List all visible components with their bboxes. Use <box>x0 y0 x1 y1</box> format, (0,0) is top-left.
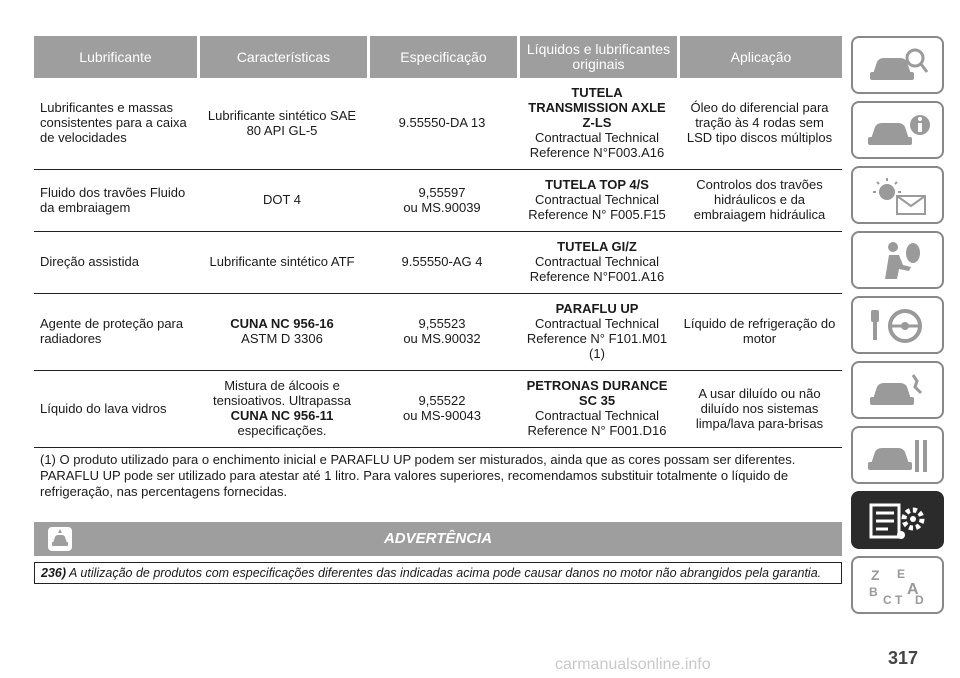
cell-text: Fluido dos travões Fluido da embraiagem <box>40 184 186 215</box>
tab-alphabetical-index[interactable] <box>851 556 944 614</box>
table-row <box>34 170 842 232</box>
warning-light-envelope-icon <box>867 176 931 216</box>
tab-car-info[interactable] <box>851 101 944 159</box>
cell-text: Líquido de refrigeração do motor <box>683 316 836 346</box>
cell-text: DOT 4 <box>262 192 302 207</box>
cell-specification <box>367 78 517 170</box>
product-name: PARAFLU UP <box>555 301 639 316</box>
warning-message: A utilização de produtos com especificações diferentes das indicadas acima pode causar danos no motor não abrangidos pela garantia. <box>69 566 822 580</box>
cell-text: Contractual Technical Reference N°F001.A16 <box>529 254 665 284</box>
watermark: carmanualsonline.info <box>555 656 711 673</box>
tab-car-breakdown[interactable] <box>851 361 944 419</box>
alphabet-index-icon <box>867 566 931 606</box>
cell-text: 9,55522 <box>418 393 466 408</box>
header-specification: Especificação <box>367 36 517 78</box>
cell-application <box>677 371 842 448</box>
table-body <box>34 78 842 448</box>
car-breakdown-icon <box>867 371 931 411</box>
cell-characteristics <box>197 232 367 294</box>
cell-text: Líquido do lava vidros <box>40 400 167 416</box>
page-number: 317 <box>888 648 919 668</box>
product-name: PETRONAS DURANCE SC 35 <box>526 378 668 408</box>
cell-text: 9,55523 <box>418 316 466 331</box>
cell-text: ou MS.90039 <box>403 199 481 215</box>
cell-specification <box>367 170 517 232</box>
cell-lubricant <box>34 232 197 294</box>
cell-lubricant <box>34 371 197 448</box>
cell-text: especificações. <box>237 423 327 438</box>
cell-lubricant <box>34 170 197 232</box>
list-gear-icon <box>867 501 931 541</box>
cell-lubricant <box>34 78 197 170</box>
table-row <box>34 78 842 170</box>
cell-lubricant <box>34 294 197 371</box>
warning-box <box>34 522 842 584</box>
cell-text: Óleo do diferencial para tração às 4 rodas sem LSD tipo discos múltiplos <box>686 100 833 145</box>
tab-airbag[interactable] <box>851 231 944 289</box>
lubricants-table <box>34 36 842 448</box>
cell-original-fluid <box>517 170 677 232</box>
tab-car-tools[interactable] <box>851 426 944 484</box>
cell-text: 9,55597 <box>418 184 466 200</box>
cell-characteristics <box>197 294 367 371</box>
cell-text: Lubrificante sintético ATF <box>209 254 355 269</box>
tab-car-magnifier[interactable] <box>851 36 944 94</box>
cell-application <box>677 78 842 170</box>
cell-characteristics <box>197 371 367 448</box>
cell-text: ASTM D 3306 <box>241 331 323 346</box>
table-row <box>34 294 842 371</box>
cell-text: Direção assistida <box>40 254 139 269</box>
cell-specification <box>367 232 517 294</box>
cell-text: A usar diluído ou não diluído nos sistemas limpa/lava para-brisas <box>695 385 824 431</box>
cell-original-fluid <box>517 232 677 294</box>
warning-code: 236) <box>41 566 67 580</box>
product-name: TUTELA TOP 4/S <box>545 177 649 192</box>
cell-text: Contractual Technical Reference N°F003.A16 <box>529 130 665 160</box>
cell-text: 9.55550-AG 4 <box>401 254 483 269</box>
cell-specification <box>367 294 517 371</box>
cell-text: Contractual Technical Reference N° F005.F15 <box>528 192 666 222</box>
car-tools-icon <box>867 436 931 476</box>
car-warning-icon <box>48 527 72 551</box>
svg-text:D: D <box>915 593 924 606</box>
tab-key-steering[interactable] <box>851 296 944 354</box>
svg-text:C: C <box>883 593 892 606</box>
svg-text:B: B <box>869 585 878 599</box>
cell-characteristics <box>197 170 367 232</box>
car-magnifier-icon <box>867 46 931 86</box>
cell-text: Contractual Technical Reference N° F101.M01 (1) <box>526 316 668 361</box>
footnote: (1) O produto utilizado para o enchimento inicial e PARAFLU UP podem ser misturados, ainda que as cores possam ser diferentes. PARAFLU UP pode ser utilizado para atestar até 1 litro. Para valores superiores, recomendamos substituir totalmente o líquido de refrigeração, nas percentagens fornecidas. <box>40 452 796 499</box>
car-info-icon <box>867 111 931 151</box>
table-row <box>34 232 842 294</box>
svg-text:E: E <box>897 567 906 581</box>
product-name: TUTELA TRANSMISSION AXLE Z-LS <box>528 85 666 130</box>
cell-specification <box>367 371 517 448</box>
cell-text: Mistura de álcoois e tensioativos. Ultrapassa <box>212 378 351 408</box>
cell-text: ou MS.90032 <box>403 331 481 346</box>
airbag-passenger-icon <box>867 241 931 281</box>
warning-header <box>34 522 842 556</box>
main-content <box>34 36 842 584</box>
cell-text: Controlos dos travões hidráulicos e da embraiagem hidráulica <box>693 177 826 222</box>
tab-technical-data[interactable] <box>851 491 944 549</box>
svg-text:Z: Z <box>871 567 880 583</box>
svg-text:T: T <box>895 593 903 606</box>
standard-name: CUNA NC 956-11 <box>230 408 334 423</box>
svg-text:A: A <box>907 581 919 598</box>
cell-original-fluid <box>517 294 677 371</box>
chapter-sidebar <box>851 36 944 621</box>
product-name: TUTELA GI/Z <box>557 239 637 254</box>
header-application: Aplicação <box>677 36 842 78</box>
cell-text: Lubrificante sintético SAE 80 API GL-5 <box>207 107 357 138</box>
cell-application <box>677 294 842 371</box>
header-original-fluids: Líquidos e lubrificantes originais <box>517 36 677 78</box>
cell-text: Agente de proteção para radiadores <box>40 316 184 346</box>
cell-text: Lubrificantes e massas consistentes para a caixa de velocidades <box>40 100 187 145</box>
cell-characteristics <box>197 78 367 170</box>
table-header-row <box>34 36 842 78</box>
cell-text: 9.55550-DA 13 <box>398 115 486 130</box>
warning-text <box>34 562 842 584</box>
tab-warning-light[interactable] <box>851 166 944 224</box>
cell-original-fluid <box>517 371 677 448</box>
cell-text: Contractual Technical Reference N° F001.D16 <box>527 408 667 438</box>
standard-name: CUNA NC 956-16 <box>230 316 334 331</box>
warning-title: ADVERTÊNCIA <box>383 530 493 547</box>
key-steering-wheel-icon <box>867 306 931 346</box>
cell-application <box>677 232 842 294</box>
header-lubricant: Lubrificante <box>34 36 197 78</box>
header-characteristics: Características <box>197 36 367 78</box>
cell-application <box>677 170 842 232</box>
table-row <box>34 371 842 448</box>
cell-original-fluid <box>517 78 677 170</box>
cell-text: ou MS-90043 <box>402 408 482 423</box>
